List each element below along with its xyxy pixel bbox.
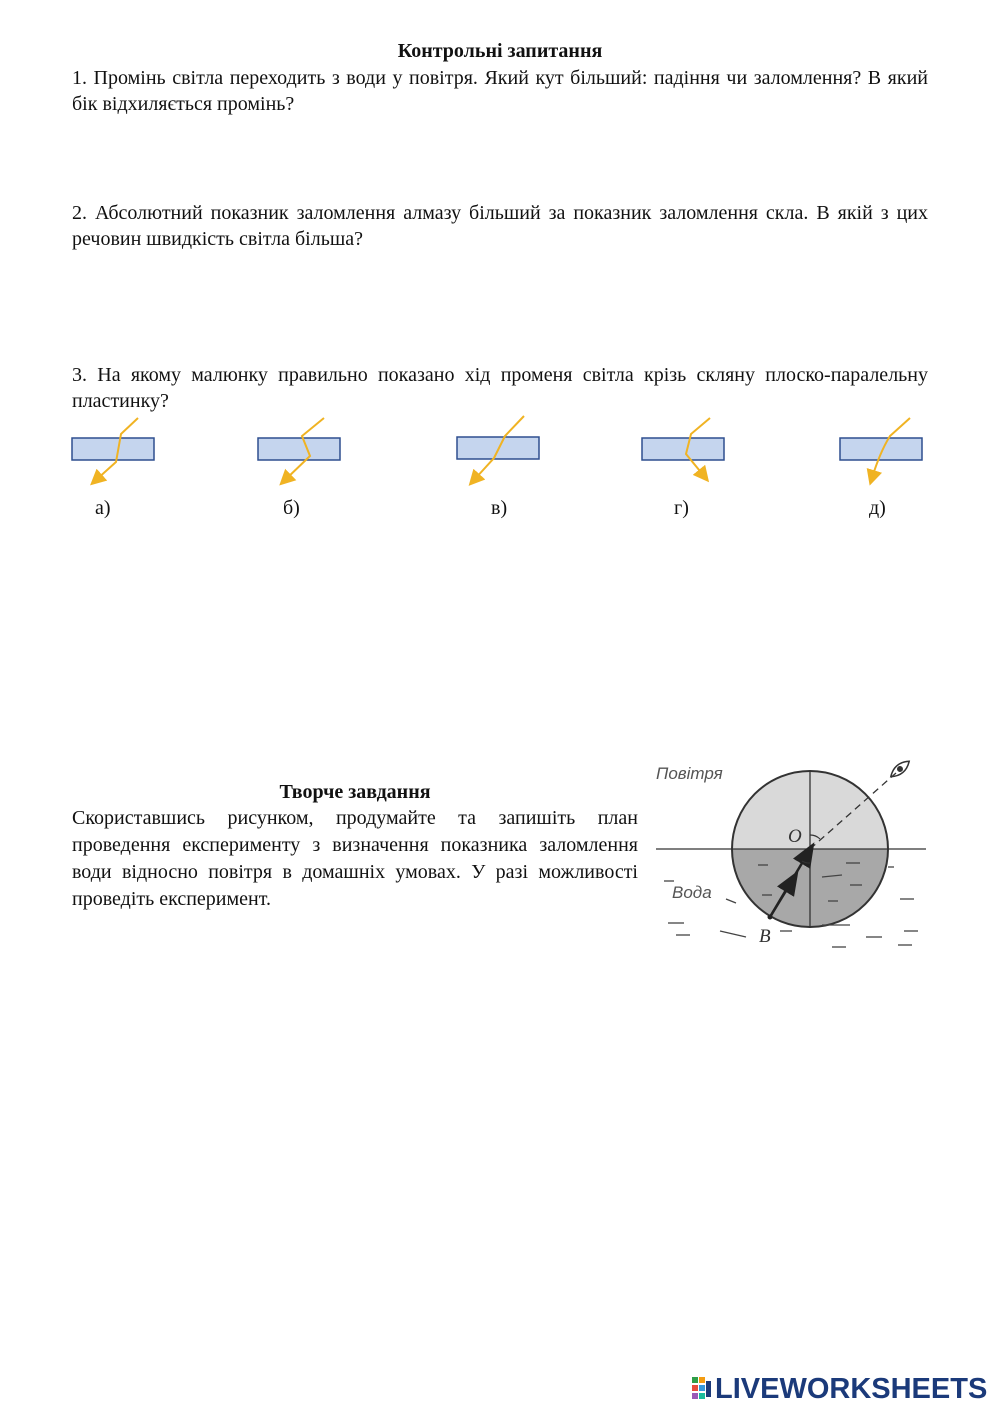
figure-d	[834, 412, 944, 492]
figure-g	[636, 412, 746, 492]
label-air: Повітря	[656, 764, 723, 783]
glass-plate	[840, 438, 922, 460]
figure-a	[66, 412, 176, 492]
label-water: Вода	[672, 883, 712, 902]
question-1: 1. Промінь світла переходить з води у повітря. Який кут більший: падіння чи заломлення? В який бік відхиляється промінь?	[72, 67, 928, 115]
refraction-diagram	[650, 755, 930, 955]
creative-task-text: Скориставшись рисунком, продумайте та запишіть план проведення експерименту з визначення показника заломлення води відносно повітря в домашніх умовах. У разі можливості проведіть експеримент.	[72, 807, 638, 910]
figure-label-a: а)	[95, 497, 111, 519]
figure-label-b: б)	[283, 497, 300, 519]
eye-icon	[888, 758, 912, 780]
figure-b	[252, 412, 362, 492]
label-o: O	[788, 826, 802, 847]
figure-v	[452, 412, 562, 492]
label-b: B	[759, 926, 771, 947]
worksheet-title: Контрольні запитання	[397, 40, 603, 62]
logo-text: LIVEWORKSHEETS	[715, 1372, 988, 1405]
figure-label-g: г)	[674, 497, 689, 519]
glass-plate	[72, 438, 154, 460]
question-3: 3. На якому малюнку правильно показано хід променя світла крізь скляну плоско-паралельну пластинку?	[72, 364, 928, 412]
glass-plate	[642, 438, 724, 460]
creative-task-title: Творче завдання	[279, 781, 431, 803]
figure-label-d: д)	[869, 497, 886, 519]
question-2: 2. Абсолютний показник заломлення алмазу більший за показник заломлення скла. В якій з цих речовин швидкість світла більша?	[72, 202, 928, 250]
liveworksheets-logo	[692, 1372, 987, 1406]
figure-label-v: в)	[491, 497, 508, 519]
glass-plate	[258, 438, 340, 460]
logo-icon	[692, 1377, 712, 1401]
